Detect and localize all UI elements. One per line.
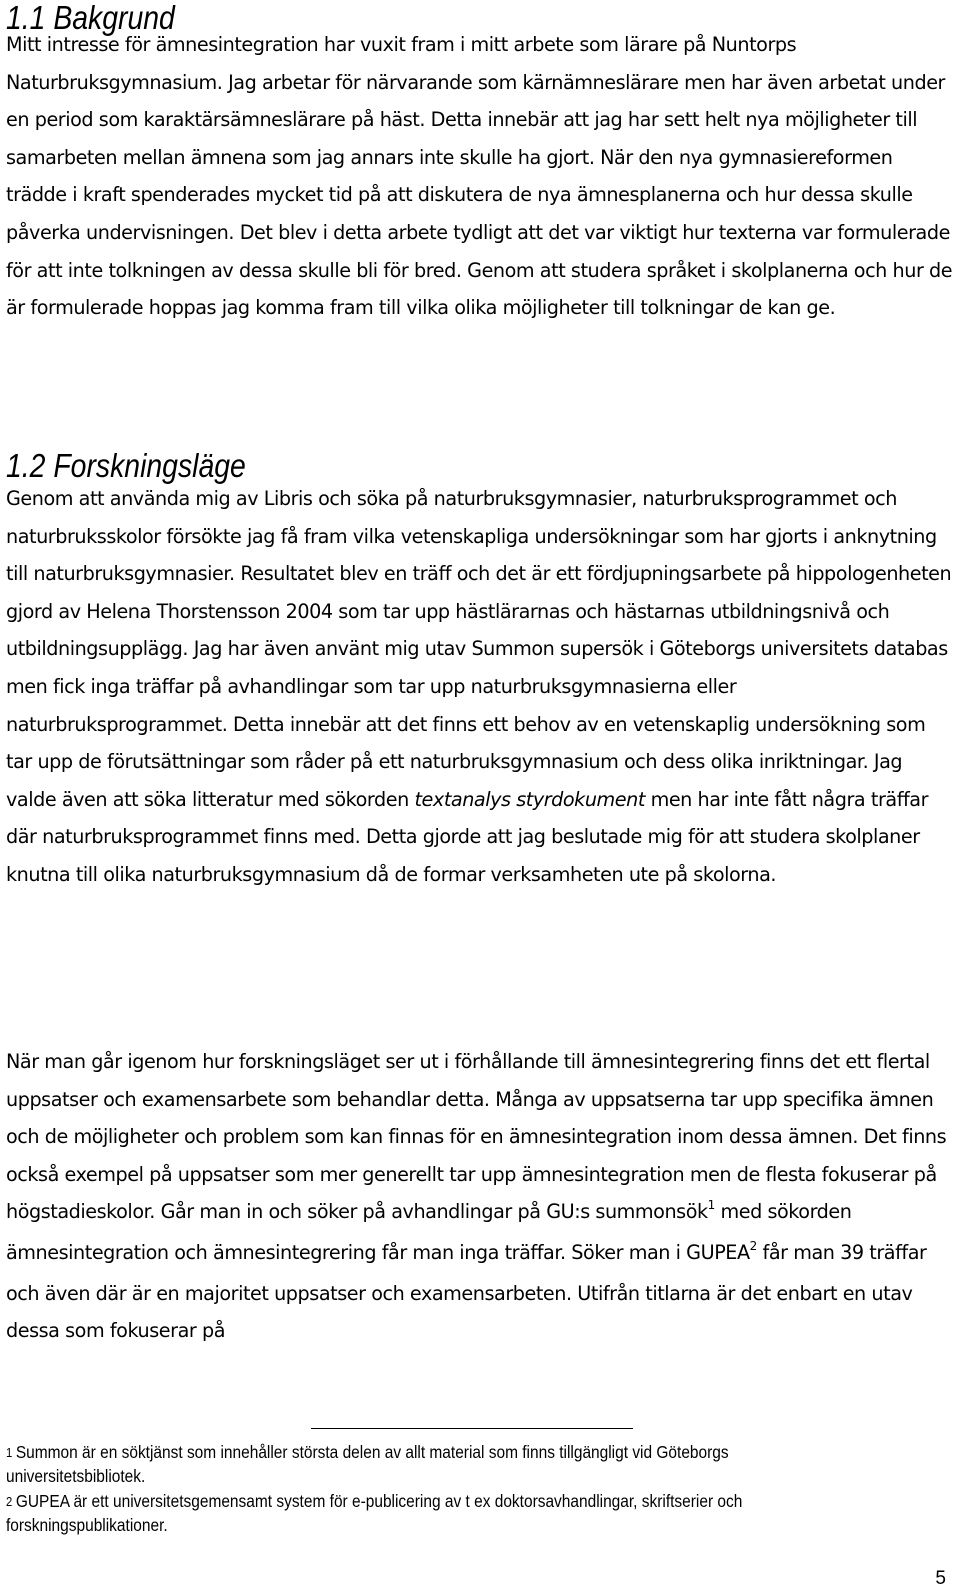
paragraph-text: När man går igenom hur forskningsläget ser ut i förhållande till ämnesintegrering finns det ett flertal uppsatser och examensarbete som behandlar detta. Många av uppsatserna tar upp specifika ämnen och de möjligheter och problem som kan finnas för en ämnesintegration inom dessa ämnen. Det finns också exempel på uppsatser som mer generellt tar upp ämnesintegration men de flesta fokuserar på högstadieskolor. Går man in och söker på avhandlingar på GU:s summonsök	[6, 1050, 947, 1224]
footnote-number: 2	[6, 1495, 13, 1509]
paragraph-text: får man 39 träffar och även där är en majoritet uppsatser och examensarbeten. Utifrån titlarna är det enbart en utav dessa som fokuserar på	[6, 1240, 927, 1343]
paragraph-forskningslage-2	[6, 1043, 956, 1350]
footnote-2	[6, 1490, 852, 1536]
footnote-number: 1	[6, 1446, 13, 1460]
section-heading-bakgrund: 1.1 Bakgrund	[6, 0, 175, 36]
search-terms-italic: textanalys styrdokument	[414, 787, 645, 811]
footnote-separator	[311, 1428, 633, 1429]
paragraph-text: Genom att använda mig av Libris och söka på naturbruksgymnasier, naturbruksprogrammet och naturbruksskolor försökte jag få fram vilka vetenskapliga undersökningar som har gjorts i anknytning till naturbruksgymnasier. Resultatet blev en träff och det är ett fördjupningsarbete på hippologenheten gjord av Helena Thorstensson 2004 som tar upp hästlärarnas och hästarnas utbildningsnivå och utbildningsupplägg. Jag har även använt mig utav Summon supersök i Göteborgs universitets databas men fick inga träffar på avhandlingar som tar upp naturbruksgymnasierna eller naturbruksprogrammet. Detta innebär att det finns ett behov av en vetenskaplig undersökning som tar upp de förutsättningar som råder på ett naturbruksgymnasium och dess olika inriktningar. Jag valde även att söka litteratur med sökorden	[6, 487, 952, 811]
paragraph-text: men har inte fått några träffar där naturbruksprogrammet finns med. Detta gjorde att jag beslutade mig för att studera skolplaner knutna till olika naturbruksgymnasium då de formar verksamheten ute på skolorna.	[6, 787, 929, 886]
footnote-ref-2[interactable]: 2	[749, 1238, 757, 1253]
page-number: 5	[935, 1568, 946, 1589]
footnote-1	[6, 1441, 852, 1487]
footnote-text: Summon är en söktjänst som innehåller största delen av allt material som finns tillgängligt vid Göteborgs universitetsbibliotek.	[6, 1442, 729, 1486]
footnotes	[6, 1441, 852, 1539]
footnote-ref-1[interactable]: 1	[707, 1198, 715, 1213]
footnote-text: GUPEA är ett universitetsgemensamt system för e-publicering av t ex doktorsavhandlingar, skriftserier och forskningspublikationer.	[6, 1491, 743, 1535]
paragraph-forskningslage-1	[6, 480, 956, 894]
paragraph-bakgrund: Mitt intresse för ämnesintegration har vuxit fram i mitt arbete som lärare på Nuntorps Naturbruksgymnasium. Jag arbetar för närvarande som kärnämneslärare men har även arbetat under en period som karaktärsämneslärare på häst. Detta innebär att jag har sett helt nya möjligheter till samarbeten mellan ämnena som jag annars inte skulle ha gjort. När den nya gymnasiereformen trädde i kraft spenderades mycket tid på att diskutera de nya ämnesplanerna och hur dessa skulle påverka undervisningen. Det blev i detta arbete tydligt att det var viktigt hur texterna var formulerade för att inte tolkningen av dessa skulle bli för bred. Genom att studera språket i skolplanerna och hur de är formulerade hoppas jag komma fram till vilka olika möjligheter till tolkningar de kan ge.	[6, 33, 953, 320]
section-heading-forskningslage: 1.2 Forskningsläge	[6, 447, 246, 484]
paragraph-text: med sökorden ämnesintegration och ämnesintegrering får man inga träffar. Söker man i GUPEA	[6, 1200, 852, 1264]
